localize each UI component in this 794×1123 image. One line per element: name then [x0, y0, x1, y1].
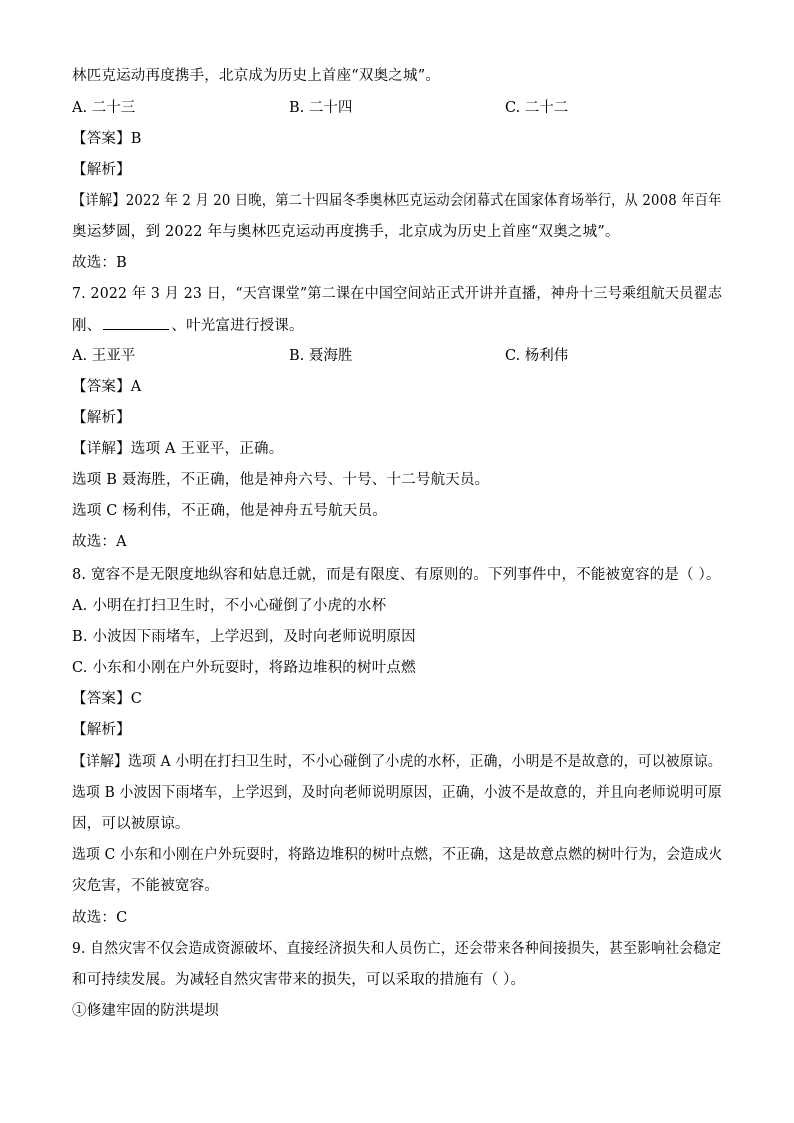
q8-selection: 故选：C — [72, 910, 128, 926]
q7-option-c: C. 杨利伟 — [505, 348, 569, 364]
q6-answer: 【答案】B — [72, 131, 142, 147]
q8-answer: 【答案】C — [72, 691, 143, 707]
q6-option-b: B. 二十四 — [289, 100, 353, 116]
q7-answer-blank — [103, 315, 169, 330]
q8-option-c: C. 小东和小刚在户外玩耍时，将路边堆积的树叶点燃 — [72, 660, 416, 676]
q6-option-c: C. 二十二 — [505, 100, 569, 116]
q9-stem-line1: 9. 自然灾害不仅会造成资源破坏、直接经济损失和人员伤亡，还会带来各种间接损失，甚至影响社会稳定 — [72, 941, 722, 957]
q8-option-a: A. 小明在打扫卫生时，不小心碰倒了小虎的水杯 — [72, 598, 387, 614]
q7-stem-suffix: 、叶光富进行授课。 — [171, 318, 304, 334]
q9-item-1: ①修建牢固的防洪堤坝 — [72, 1003, 219, 1019]
q7-selection: 故选：A — [72, 534, 127, 550]
q8-detail-line5: 灾危害，不能被宽容。 — [72, 878, 219, 894]
q6-stem-continuation: 林匹克运动再度携手，北京成为历史上首座“双奥之城”。 — [72, 68, 441, 84]
q6-analysis-heading: 【解析】 — [72, 162, 131, 178]
q8-detail-line4: 选项 C 小东和小刚在户外玩耍时，将路边堆积的树叶点燃，不正确，这是故意点燃的树叶行为，会造成火 — [72, 847, 723, 863]
q7-stem-line1: 7. 2022 年 3 月 23 日，“天宫课堂”第二课在中国空间站正式开讲并直播，神舟十三号乘组航天员翟志 — [72, 286, 723, 302]
q7-detail-line1: 【详解】选项 A 王亚平，正确。 — [72, 441, 284, 457]
q8-detail-line1: 【详解】选项 A 小明在打扫卫生时，不小心碰倒了小虎的水杯，正确，小明是不是故意的，可以被原谅。 — [72, 754, 722, 770]
q8-option-b: B. 小波因下雨堵车，上学迟到，及时向老师说明原因 — [72, 629, 416, 645]
q7-detail-line2: 选项 B 聂海胜，不正确，他是神舟六号、十号、十二号航天员。 — [72, 472, 490, 488]
q7-detail-line3: 选项 C 杨利伟，不正确，他是神舟五号航天员。 — [72, 503, 387, 519]
q7-stem-prefix: 刚、 — [72, 318, 102, 334]
q7-stem-line2 — [72, 315, 304, 336]
q7-analysis-heading: 【解析】 — [72, 410, 131, 426]
q8-detail-line2: 选项 B 小波因下雨堵车，上学迟到，及时向老师说明原因，正确，小波不是故意的，并且向老师说明可原 — [72, 785, 722, 801]
q7-option-a: A. 王亚平 — [72, 348, 136, 364]
q6-detail-line1: 【详解】2022 年 2 月 20 日晚，第二十四届冬季奥林匹克运动会闭幕式在国家体育场举行，从 2008 年百年 — [72, 193, 722, 209]
q7-answer: 【答案】A — [72, 379, 142, 395]
q9-stem-line2: 和可持续发展。为减轻自然灾害带来的损失，可以采取的措施有（ ）。 — [72, 972, 526, 988]
q7-option-b: B. 聂海胜 — [289, 348, 353, 364]
q8-analysis-heading: 【解析】 — [72, 722, 131, 738]
q8-detail-line3: 因，可以被原谅。 — [72, 816, 190, 832]
q6-detail-line2: 奥运梦圆，到 2022 年与奥林匹克运动再度携手，北京成为历史上首座“双奥之城”。 — [72, 224, 620, 240]
q6-option-a: A. 二十三 — [72, 100, 136, 116]
q8-stem: 8. 宽容不是无限度地纵容和姑息迁就，而是有限度、有原则的。下列事件中，不能被宽容的是（ ）。 — [72, 567, 721, 583]
q6-selection: 故选：B — [72, 255, 127, 271]
